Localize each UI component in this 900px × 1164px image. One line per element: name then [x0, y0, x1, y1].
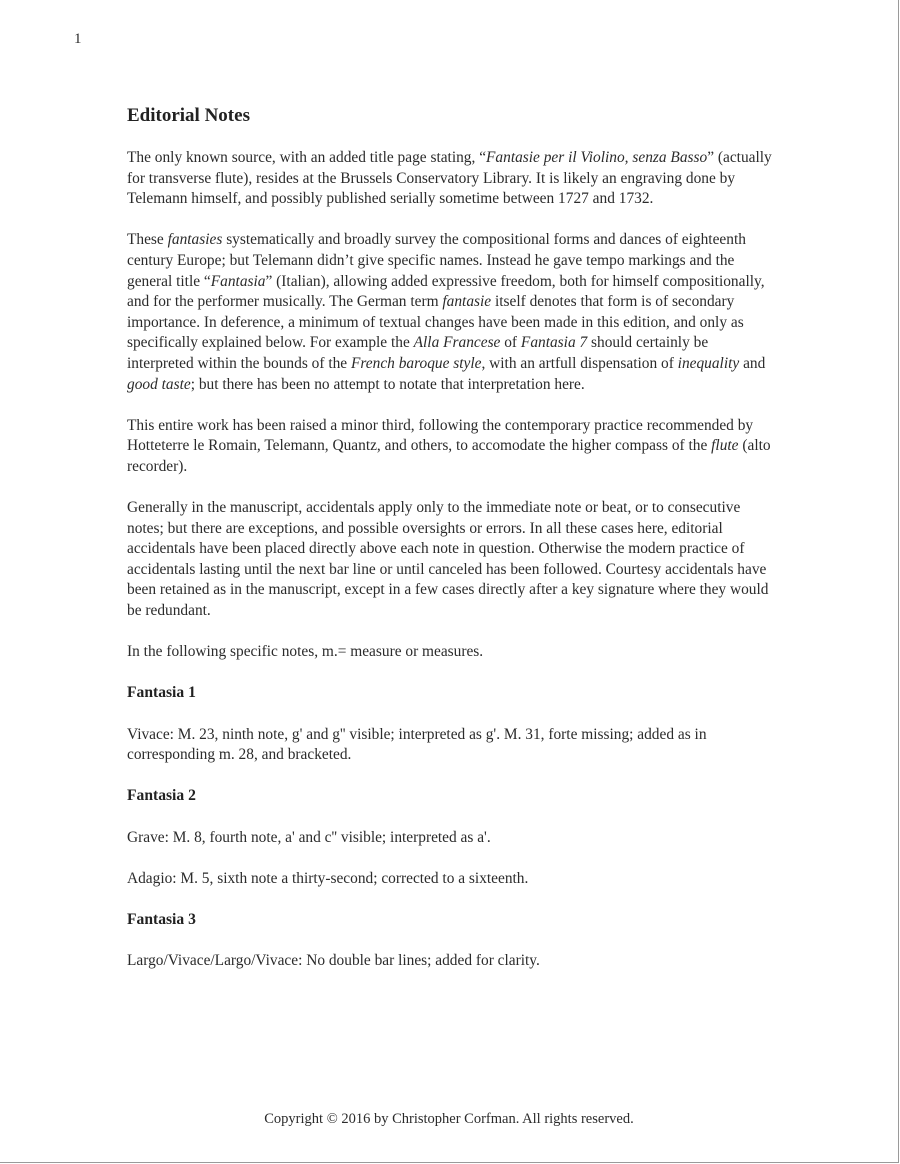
note-fantasia-1: Vivace: M. 23, ninth note, g' and g'' visible; interpreted as g'. M. 31, forte missing; added as in corresponding m. 28, and bracketed. — [127, 725, 707, 764]
text-run: (alto recorder). — [127, 437, 771, 475]
italic-term: fantasie — [442, 293, 492, 311]
paragraph-accidentals: Generally in the manuscript, accidentals apply only to the immediate note or beat, or to consecutive notes; but there are exceptions, and possible oversights or errors. In all these cases here, editorial accidentals have been placed directly above each note in question. Otherwise the modern practice of accidentals lasting until the next bar line or until canceled has been followed. Courtesy accidentals have been retained as in the manuscript, except in a few cases directly after a key signature where they would be redundant. — [127, 499, 769, 620]
italic-term: flute — [711, 437, 739, 455]
italic-term: Fantasia — [210, 272, 266, 290]
text-run: This entire work has been raised a minor third, following the contemporary practice recommended by Hotteterre le Romain, Telemann, Quantz, and others, to accomodate the higher compass of the — [127, 416, 754, 455]
heading-fantasia-2: Fantasia 2 — [127, 787, 196, 805]
copyright-footer: Copyright © 2016 by Christopher Corfman. All rights reserved. — [264, 1111, 634, 1127]
page-content — [127, 104, 777, 992]
text-run: These — [127, 231, 168, 249]
italic-term: inequality — [677, 354, 740, 372]
heading-fantasia-3: Fantasia 3 — [127, 910, 196, 928]
text-run: ; but there has been no attempt to notate that interpretation here. — [190, 375, 585, 393]
text-run: of — [500, 334, 521, 352]
note-fantasia-2-adagio: Adagio: M. 5, sixth note a thirty-second; corrected to a sixteenth. — [127, 869, 529, 887]
text-run: ” (actually for transverse flute), resides at the Brussels Conservatory Library. It is likely an engraving done by Telemann himself, and possibly published serially sometime between 1727 and 1732. — [127, 149, 772, 208]
paragraph-abbreviations: In the following specific notes, m.= measure or measures. — [127, 643, 484, 661]
text-run: itself denotes that form is of secondary importance. In deference, a minimum of textual changes have been made in this edition, and only as specifically explained below. For example the — [127, 293, 744, 352]
heading-fantasia-1: Fantasia 1 — [127, 684, 196, 702]
text-run: systematically and broadly survey the compositional forms and dances of eighteenth century Europe; but Telemann didn’t give specific names. Instead he gave tempo markings and the general title “ — [127, 231, 746, 290]
note-fantasia-2-grave: Grave: M. 8, fourth note, a' and c'' visible; interpreted as a'. — [127, 828, 491, 846]
paragraph-fantasies — [127, 230, 777, 395]
italic-term: French baroque style — [350, 354, 482, 372]
page-title: Editorial Notes — [127, 105, 250, 126]
italic-term: good taste — [127, 375, 191, 393]
text-run: , with an artfull dispensation of — [481, 354, 678, 372]
text-run: and — [739, 354, 766, 372]
text-run: should certainly be interpreted within the bounds of the — [127, 334, 709, 372]
paragraph-transposition — [127, 416, 777, 478]
text-run: The only known source, with an added title page stating, “ — [127, 149, 487, 166]
paragraph-source — [127, 148, 777, 210]
italic-term: fantasies — [167, 231, 223, 249]
page-number: 1 — [74, 31, 82, 47]
text-run: ” (Italian), allowing added expressive freedom, both for himself compositionally, and for the performer musically. The German term — [127, 272, 765, 311]
italic-term: Alla Francese — [413, 334, 501, 352]
note-fantasia-3: Largo/Vivace/Largo/Vivace: No double bar lines; added for clarity. — [127, 952, 540, 970]
italic-title: Fantasie per il Violino, senza Basso — [486, 149, 708, 166]
italic-term: Fantasia 7 — [520, 334, 588, 352]
